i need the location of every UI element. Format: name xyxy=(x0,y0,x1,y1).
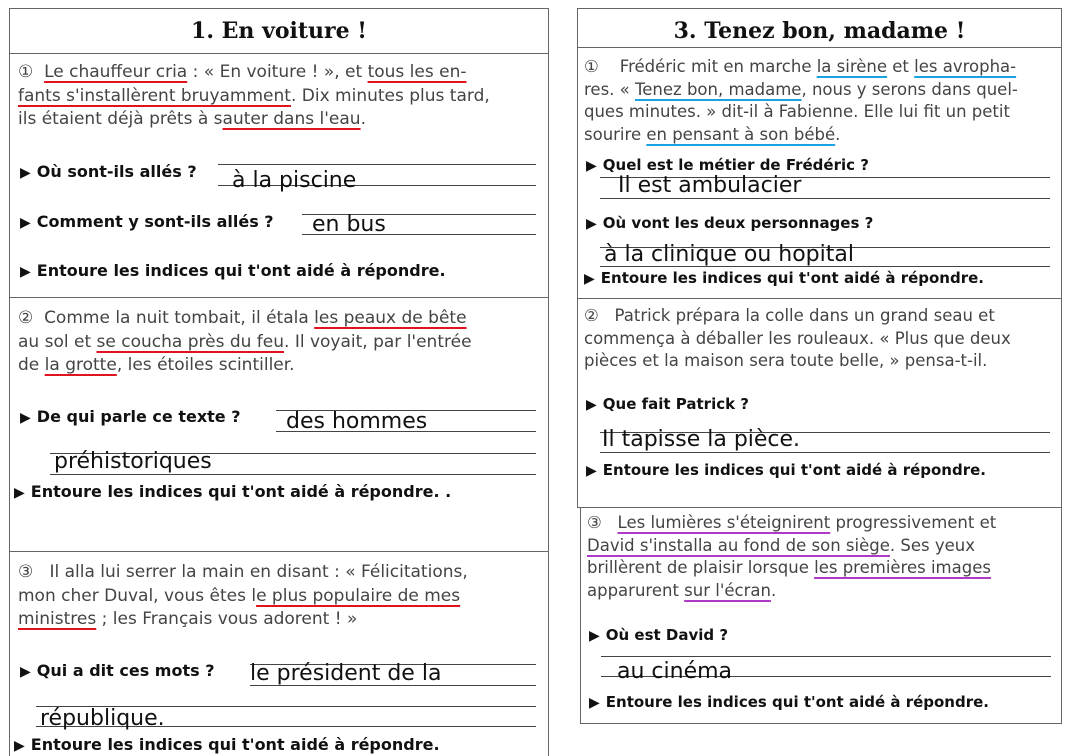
question-who-text: ▶ De qui parle ce texte ? xyxy=(20,407,241,426)
instruction-circle-clues: ▶ Entoure les indices qui t'ont aidé à répondre. xyxy=(586,461,986,479)
right-title: 3. Tenez bon, madame ! xyxy=(673,18,966,44)
answer-how[interactable]: en bus xyxy=(312,212,386,237)
question-how: ▶ Comment y sont-ils allés ? xyxy=(20,212,274,231)
question-patrick: ▶ Que fait Patrick ? xyxy=(586,395,750,413)
answer-who-text-2[interactable]: préhistoriques xyxy=(54,449,212,474)
answer-who-text-1[interactable]: des hommes xyxy=(286,409,428,434)
instruction-circle-clues: ▶ Entoure les indices qui t'ont aidé à répondre. xyxy=(20,261,446,280)
instruction-circle-clues: ▶ Entoure les indices qui t'ont aidé à répondre. . xyxy=(14,482,452,501)
exercise-1-text: ① Le chauffeur cria : « En voiture ! », et tous les en- fants s'installèrent bruyamment. Dix minutes plus tard, ils étaient déjà prêts à sauter dans l'eau. xyxy=(18,62,490,129)
answer-patrick[interactable]: Il tapisse la pièce. xyxy=(602,427,801,452)
exercise-r3-text: ③ Les lumières s'éteignirent progressivement et David s'installa au fond de son siège. Ses yeux brillèrent de plaisir lorsque les premières images apparurent sur l'écran. xyxy=(587,513,997,600)
instruction-circle-clues: ▶ Entoure les indices qui t'ont aidé à répondre. xyxy=(14,735,440,754)
exercise-3-text: ③ Il alla lui serrer la main en disant : « Félicitations, mon cher Duval, vous êtes le plus populaire de mes ministres ; les Français vous adorent ! » xyxy=(18,562,468,629)
exercise-r2-text: ② Patrick prépara la colle dans un grand seau et commença à déballer les rouleaux. « Plus que deux pièces et la maison sera toute belle, » pensa-t-il. xyxy=(584,306,1011,370)
right-worksheet-part3 xyxy=(580,508,1062,724)
exercise-r1-text: ① Frédéric mit en marche la sirène et les avropha- res. « Tenez bon, madame, nous y serons dans quel- ques minutes. » dit-il à Fabienne. Elle lui fit un petit sourire en pensant à son bébé. xyxy=(584,57,1018,144)
answer-who-said-1[interactable]: le président de la xyxy=(250,661,442,686)
question-david: ▶ Où est David ? xyxy=(589,626,729,644)
answer-where[interactable]: à la piscine xyxy=(232,168,357,193)
instruction-circle-clues: ▶ Entoure les indices qui t'ont aidé à répondre. xyxy=(589,693,989,711)
exercise-2-text: ② Comme la nuit tombait, il étala les peaux de bête au sol et se coucha près du feu. Il voyait, par l'entrée de la grotte, les étoiles scintiller. xyxy=(18,308,472,375)
answer-job[interactable]: Il est ambulacier xyxy=(618,173,802,198)
left-title: 1. En voiture ! xyxy=(191,18,367,44)
question-job: ▶ Quel est le métier de Frédéric ? xyxy=(586,156,869,174)
instruction-circle-clues: ▶ Entoure les indices qui t'ont aidé à répondre. xyxy=(584,269,984,287)
question-where: ▶ Où sont-ils allés ? xyxy=(20,162,197,181)
answer-destination[interactable]: à la clinique ou hopital xyxy=(604,242,854,267)
left-worksheet xyxy=(9,8,549,756)
question-who-said: ▶ Qui a dit ces mots ? xyxy=(20,661,215,680)
answer-david[interactable]: au cinéma xyxy=(617,659,733,684)
question-destination: ▶ Où vont les deux personnages ? xyxy=(586,214,874,232)
right-worksheet xyxy=(577,8,1062,508)
answer-who-said-2[interactable]: république. xyxy=(40,706,165,731)
